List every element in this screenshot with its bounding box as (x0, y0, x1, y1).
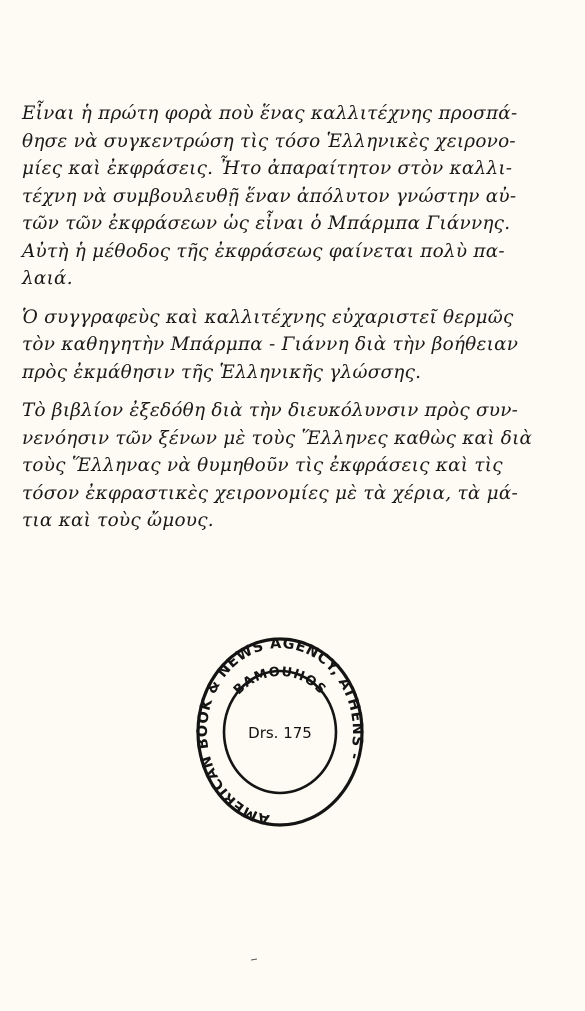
text-line: Εἶναι ἡ πρώτη φορὰ ποὺ ἕνας καλλιτέχνης προσπά- (22, 103, 518, 124)
bookseller-stamp (195, 628, 365, 828)
stamp-outer-text: AMERICAN BOOK & NEWS AGENCY, ATHENS - (195, 635, 365, 828)
text-line: μίες καὶ ἐκφράσεις. Ἦτο ἀπαραίτητον στὸν καλλι- (22, 158, 513, 179)
text-line: Τὸ βιβλίον ἐξεδόθη διὰ τὴν διευκόλυνσιν πρὸς συν- (22, 400, 519, 421)
stamp-price: Drs. 175 (248, 724, 312, 742)
text-line: τὸν καθηγητὴν Μπάρμπα - Γιάννη διὰ τὴν βοήθειαν (22, 334, 519, 355)
text-line: λαιά. (22, 268, 73, 289)
text-line: Ὁ συγγραφεὺς καὶ καλλιτέχνης εὐχαριστεῖ θερμῶς (22, 306, 514, 328)
text-line: τέχνη νὰ συμβουλευθῇ ἕναν ἀπόλυτον γνώστην αὐ- (22, 185, 517, 207)
paper-speck (251, 958, 257, 961)
paragraph-acknowledgement (22, 304, 567, 387)
text-line: θησε νὰ συγκεντρώση τὶς τόσο Ἑλληνικὲς χειρονο- (22, 130, 516, 152)
text-line: τόσον ἐκφραστικὲς χειρονομίες μὲ τὰ χέρια, τὰ μά- (22, 482, 519, 504)
text-line: τια καὶ τοὺς ὤμους. (22, 510, 214, 531)
text-line: νενόησιν τῶν ξένων μὲ τοὺς Ἕλληνες καθὼς καὶ διὰ (22, 427, 533, 449)
paragraph-purpose (22, 397, 567, 535)
body-text (22, 100, 567, 546)
text-line: τοὺς Ἕλληνας νὰ θυμηθοῦν τὶς ἐκφράσεις καὶ τὶς (22, 455, 503, 476)
stamp-seal-icon (195, 628, 365, 828)
text-line: πρὸς ἐκμάθησιν τῆς Ἑλληνικῆς γλώσσης. (22, 361, 422, 383)
stamp-inner-text: BAMOUHOS (230, 664, 330, 698)
paragraph-intro (22, 100, 567, 293)
text-line: Αὐτὴ ἡ μέθοδος τῆς ἐκφράσεως φαίνεται πολὺ πα- (22, 240, 505, 262)
text-line: τῶν τῶν ἐκφράσεων ὡς εἶναι ὁ Μπάρμπα Γιάννης. (22, 213, 511, 234)
